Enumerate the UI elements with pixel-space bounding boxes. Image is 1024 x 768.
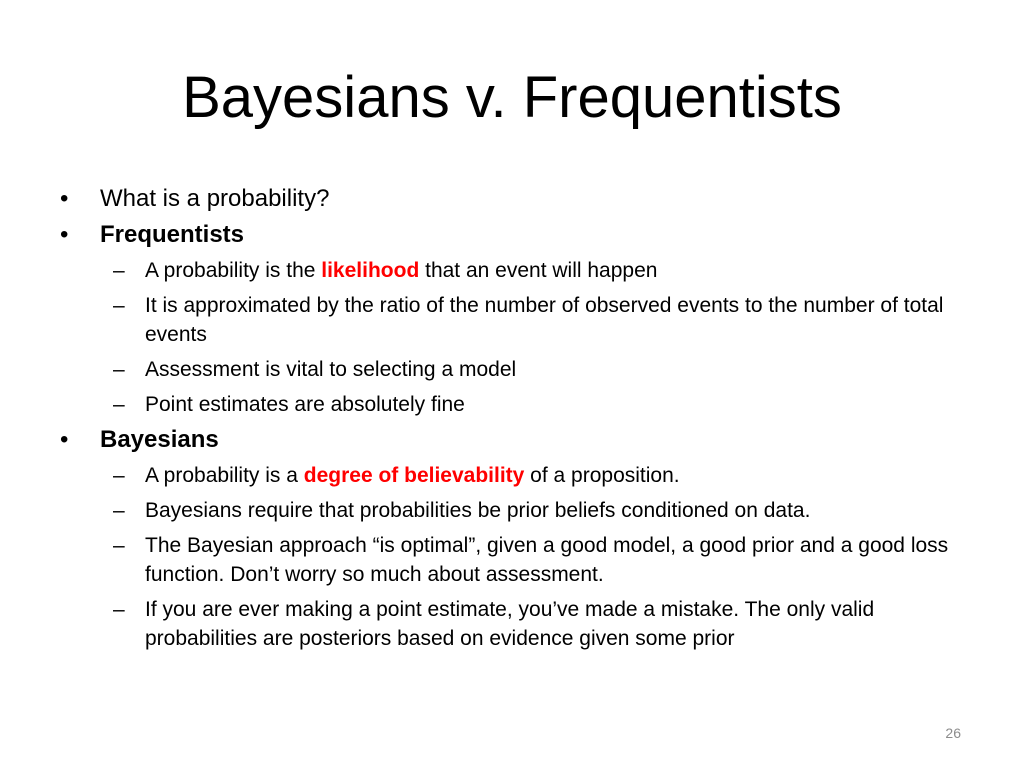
dash-marker: – — [113, 499, 125, 522]
sub-bullet-item — [85, 595, 980, 653]
sub-bullet-text-before: A probability is a — [145, 464, 304, 487]
sub-bullet-text-after: that an event will happen — [419, 259, 658, 282]
sub-bullet-text: Point estimates are absolutely fine — [145, 393, 465, 416]
bullet-text: Frequentists — [100, 221, 245, 248]
sub-bullet-item — [85, 531, 980, 589]
sub-bullet-text: Assessment is vital to selecting a model — [145, 358, 517, 381]
sub-bullet-text: It is approximated by the ratio of the number of observed events to the number of total events — [145, 294, 944, 346]
sub-bullet-item — [85, 461, 980, 490]
dash-marker: – — [113, 294, 125, 317]
sub-bullet-text: Bayesians require that probabilities be prior beliefs conditioned on data. — [145, 499, 811, 522]
bullet-item-frequentists — [60, 220, 980, 250]
sub-bullet-text-after: of a proposition. — [524, 464, 680, 487]
sub-bullet-item — [85, 390, 980, 419]
highlighted-term: likelihood — [321, 259, 420, 282]
sub-bullet-text-before: A probability is the — [145, 259, 322, 282]
dash-marker: – — [113, 259, 125, 282]
bullet-list — [60, 184, 980, 659]
dash-marker: – — [113, 598, 125, 621]
highlighted-term: degree of believability — [303, 464, 525, 487]
dash-marker: – — [113, 534, 125, 557]
bullet-marker: • — [60, 221, 69, 248]
bullet-marker: • — [60, 426, 69, 453]
page-number: 26 — [945, 725, 961, 741]
sub-bullet-item — [85, 291, 980, 349]
bullet-text: Bayesians — [100, 426, 219, 453]
bullet-marker: • — [60, 185, 69, 212]
bullet-item-bayesians — [60, 425, 980, 455]
sub-bullet-text: If you are ever making a point estimate, you’ve made a mistake. The only valid probabilities are posteriors based on evidence given some prior — [145, 598, 875, 650]
slide-title: Bayesians v. Frequentists — [182, 65, 842, 130]
bullet-item-what-is-probability — [60, 184, 980, 214]
dash-marker: – — [113, 393, 125, 416]
sub-bullet-item — [85, 496, 980, 525]
sub-bullet-item — [85, 256, 980, 285]
dash-marker: – — [113, 464, 125, 487]
sub-bullet-text: The Bayesian approach “is optimal”, given a good model, a good prior and a good loss function. Don’t worry so much about assessment. — [145, 534, 949, 586]
bullet-text: What is a probability? — [100, 185, 330, 212]
sub-bullet-item — [85, 355, 980, 384]
dash-marker: – — [113, 358, 125, 381]
